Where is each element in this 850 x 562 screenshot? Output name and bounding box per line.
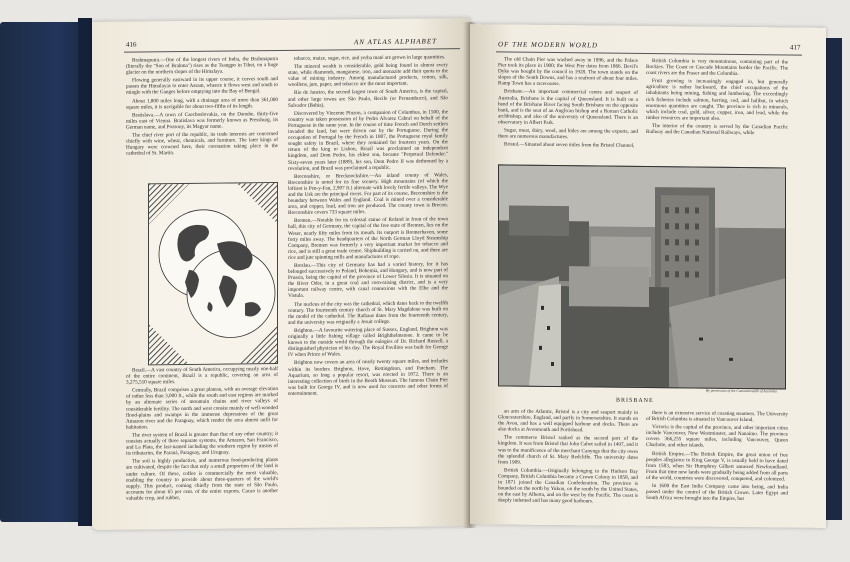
right-page-lower-column-2 bbox=[646, 410, 788, 519]
entry-paragraph: The mineral wealth is considerable, gold being found in almost every state, while diamonds, manganese, iron, and monazite add their quota to the value of mining industry. Among manufactured products, cotton, silk, woollens, jute, paper, and tobacco are the most important. bbox=[288, 62, 448, 89]
entry-paragraph: The nucleus of the city was the cathedral, which dates back to the twelfth century. The fourteenth century church of St. Mary Magdalene was built on the model of the cathedral. The Rathaus dates from the fourteenth century, and the university was originally a Jesuit college. bbox=[288, 299, 448, 326]
photo-credit: By permission of the Commonwealth of Australia bbox=[706, 388, 777, 394]
entry-paragraph: The interior of the country is served by the Canadian Pacific Railway and the Canadian National Railways, while bbox=[646, 122, 788, 137]
entry-paragraph: Brahmaputra.—One of the longest rivers of India, the Brahmaputra (literally the "Son of Brahma") rises as the Tsangpo in Tibet, on a huge glacier on the northern slopes of the Himalaya. bbox=[126, 56, 278, 76]
brisbane-aerial-photo bbox=[498, 164, 786, 389]
right-page bbox=[470, 24, 826, 528]
right-page-column-2 bbox=[646, 58, 788, 165]
header-rule-left bbox=[124, 48, 460, 53]
entry-paragraph: Brighton now covers an area of nearly twenty square miles, and includes within its borders Brighton, Hove, Rottingdean, and Patcham. The Aquarium, so long a popular resort, was erected in 1872. There is an interesting collection of birds in the Booth Museum. The famous Chain Pier was built for George IV, and is now used for concerts and other forms of entertainment. bbox=[288, 358, 448, 397]
entry-paragraph: In 1600 the East India Company came into being, and India passed under the control of the British Crown. Later Egypt and South Africa were brought into the Empire, but bbox=[646, 483, 788, 503]
entry-paragraph: Bristol.—Situated about seven miles from the Bristol Channel, bbox=[504, 141, 635, 150]
right-page-lower-column-1 bbox=[498, 408, 638, 517]
entry-paragraph: The soil is highly productive, and numerous food-producing plants are cultivated, despite the fact that only a small proportion of the land is under culture. Of these, coffee is commercially the most valuable, enabling the country to provide about three-quarters of the world's supply. This product, coming chiefly from the state of São Paulo, accounts for about 65 per cent. of the entire exports. Cacao is another valuable crop, and rubber, bbox=[126, 457, 278, 502]
book-cover-right bbox=[826, 38, 842, 520]
entry-paragraph: there is an extensive service of coasting steamers. The University of British Columbia is situated in Vancouver Island. bbox=[646, 410, 788, 424]
entry-paragraph: Victoria is the capital of the province, and other important cities include Vancouver, New Westminster, and Nanaimo. The province covers 366,255 square miles, including Vancouver, Queen Charlotte, and other islands. bbox=[646, 424, 788, 450]
entry-paragraph: Bremen.—Notable for its colossal statue of Roland in front of the town hall, this city of Germany, the capital of the free state of Bremen, lies on the Weser, nearly fifty miles from its mouth. Its outport is Bremerhaven, some forty miles away. The headquarters of the North German Lloyd Steamship Company, Bremen was formerly a very important market for tobacco and rice, and is still a great trade centre. Shipbuilding is carried on, and there are rice and jute spinning mills and manufactures of rope. bbox=[288, 216, 448, 261]
right-page-column-1 bbox=[498, 56, 638, 163]
left-column-lower bbox=[126, 366, 278, 518]
entry-paragraph: The old Chain Pier was washed away in 1896, and the Palace Pier took its place in 1900; the West Pier dates from 1866. Devil's Dyke was bought by the council in 1928. The town stands on the slopes of the South Downs, and has a seafront of about four miles. Ramp Town has a racecourse. bbox=[498, 56, 638, 88]
page-number-left: 416 bbox=[126, 40, 137, 49]
entry-paragraph: Fruit growing is increasingly engaged in, but generally agriculture is rather backward, the chief occupations of the inhabitants being mining, fishing and lumbering. The exceedingly rich fisheries include salmon, herring, cod, and halibut, in which enormous quantities are caught. The province is rich in minerals, which include coal, gold, silver, copper, iron, and lead, while the timber resources are important also. bbox=[646, 78, 788, 122]
entry-paragraph: Breconshire, or Brecknockshire.—An inland county of Wales, Breconshire is noted for its fine scenery. High mountains (of which the loftiest is Pen-y-Fan, 2,907 ft.) alternate with lovely fertile valleys. The Wye and the Usk are the principal rivers. For part of its course, Breconshire is the boundary between Wales and England. Coal is mined over a considerable area, and copper, lead, and iron are produced. The county town is Brecon. Breconshire covers 733 square miles. bbox=[288, 171, 448, 217]
entry-paragraph: Flowing generally eastward in its upper course, it curves south and passes the Himalayas to enter Assam, whence it flows west and south to mingle with the Ganges before emptying into the Bay of Bengal. bbox=[126, 76, 278, 97]
globe-map-icon bbox=[149, 183, 277, 364]
entry-paragraph: The river system of Brazil is greater than that of any other country; it consists actually of three separate systems, the Amazon, San Francisco, and La Plata, the last-named including the southern region by means of its tributaries, the Paraná, Paraguay, and Uruguay. bbox=[126, 430, 278, 457]
world-map-illustration bbox=[148, 182, 278, 365]
entry-paragraph: tobacco, maize, sugar, rice, and yerba maté are grown in large quantities. bbox=[294, 54, 446, 62]
entry-paragraph: Centrally, Brazil comprises a great plateau, with an average elevation of rather less than 3,000 ft., while the south and east regions are marked by an alternate series of mountain chains and river valleys of considerable fertility. The north and west consist mainly of well-wooded flood-plains and swamps in the immense depressions of the great Amazon river and the Paraguay, which render the area almost unfit for habitation. bbox=[126, 386, 278, 431]
entry-paragraph: Breslau.—This city of Germany has had a varied history, for it has belonged successively to Poland, Bohemia, and Hungary, and is now part of Prussia, being the capital of the province of Lower Silesia. It is situated on the River Oder, in a great coal and corn-raising district, and is a very important railway centre, with canal connexions with the Elbe and the Vistula. bbox=[288, 261, 448, 300]
entry-paragraph: Bratislava.—A town of Czechoslovakia, on the Danube, thirty-five miles east of Vienna. Bratislava was formerly known as Pressburg, its German name, and Pozsony, its Magyar name. bbox=[126, 110, 278, 131]
entry-paragraph: Rio de Janeiro, the second largest town of South America, is the capital, and other large towns are São Paulo, Recife (or Pernambuco), and São Salvador (Bahia). bbox=[288, 88, 448, 109]
left-column-upper bbox=[126, 56, 278, 184]
entry-paragraph: Brisbane.—An important commercial centre and seaport of Australia, Brisbane is the capital of Queensland. It is built on a bend of the Brisbane River facing South Brisbane on the opposite bank, and is the seat of an Anglican bishop and a Roman Catholic archbishop, and also of the university of Queensland. There is an observatory in Albert Park. bbox=[498, 88, 638, 126]
entry-paragraph: British Columbia is very mountainous, containing part of the Rockies. The Coast or Cascade Mountains border the Pacific. The coast rivers are the Fraser and the Columbia. bbox=[646, 58, 788, 78]
right-column-left-page bbox=[288, 54, 448, 518]
header-rule-right bbox=[496, 51, 802, 55]
left-page bbox=[92, 18, 470, 530]
running-head-left: AN ATLAS ALPHABET bbox=[354, 37, 437, 47]
entry-paragraph: Brazil.—A vast country of South America, occupying nearly one-half of the entire continent, Brazil is a republic, covering an area of 3,275,510 square miles. bbox=[126, 366, 278, 386]
book-spine-edge bbox=[78, 18, 92, 526]
entry-paragraph: Discovered by Vincente Pinzon, a companion of Columbus, in 1500, the country was taken possession of by Pedro Alvarez Cabral on behalf of the Portuguese in the same year. In the course of time French and Dutch settlers invaded the land, but were driven out by the Portuguese. During the occupation of Portugal by the French in 1807, the Portuguese royal family sought safety in Brazil, where they remained for fourteen years. On the return of the king to Lisbon, Brazil was proclaimed an independent kingdom, and Dom Pedro, his eldest son, became "Perpetual Defender." Sixty-seven years later (1889), his son, Dom Pedro II was dethroned by a revolution, and Brazil was proclaimed a republic. bbox=[288, 109, 448, 172]
entry-paragraph: About 1,800 miles long, with a drainage area of more than 361,000 square miles, it is navigable for about two-fifths of its length. bbox=[126, 96, 278, 111]
entry-paragraph: The chief river port of the republic, its trade interests are concerned chiefly with wine, wheat, chemicals, and furniture. The later kings of Hungary were crowned here, their coronation taking place in the cathedral of St. Martin. bbox=[126, 131, 278, 157]
entry-paragraph: British Empire.—The British Empire, the great union of free peoples allegiance to King George V, is usually held to have dated from 1583, when Sir Humphrey Gilbert annexed Newfoundland. From that time new lands were gradually being added from all parts of the world, countries were discovered, conquered, and colonized. bbox=[646, 450, 788, 483]
page-number-right: 417 bbox=[790, 43, 801, 52]
entry-paragraph: Brighton.—A favourite watering place of Sussex, England, Brighton was originally a little fishing village called Brighthelmstone. It came to be known to the outside world through the eulogies of Dr. Richard Russell, a distinguished physician of his day. The Royal Pavilion was built for George IV when Prince of Wales. bbox=[288, 326, 448, 359]
entry-paragraph: an arm of the Atlantic, Bristol is a city and seaport mainly in Gloucestershire, England, and partly in Somersetshire. It stands on the Avon, and has a well equipped harbour and docks. There are also docks at Avonmouth and Portishead. bbox=[498, 408, 638, 434]
entry-paragraph: British Columbia.—Originally belonging to the Hudson Bay Company, British Columbia became a Crown Colony in 1858, and in 1871 joined the Canadian Confederation. The province is bounded on the north by Yukon, on the south by the United States, on the east by Alberta, and on the west by the Pacific. The coast is deeply indented and has many good harbours. bbox=[498, 467, 638, 505]
photo-caption: BRISBANE bbox=[616, 397, 654, 405]
entry-paragraph: The commerce Bristol ranked as the second port of the kingdom. It was from Bristol that John Cabot sailed in 1497, and it was to the munificence of the merchant Canynge that the city owes the splendid church of St. Mary Redcliffe. The university dates from 1909. bbox=[498, 434, 638, 466]
city-photo-icon bbox=[499, 165, 785, 388]
running-head-right: OF THE MODERN WORLD bbox=[498, 40, 599, 50]
entry-paragraph: Sugar, meat, dairy, wool, and hides are among the exports, and there are numerous manufactures. bbox=[498, 127, 638, 141]
